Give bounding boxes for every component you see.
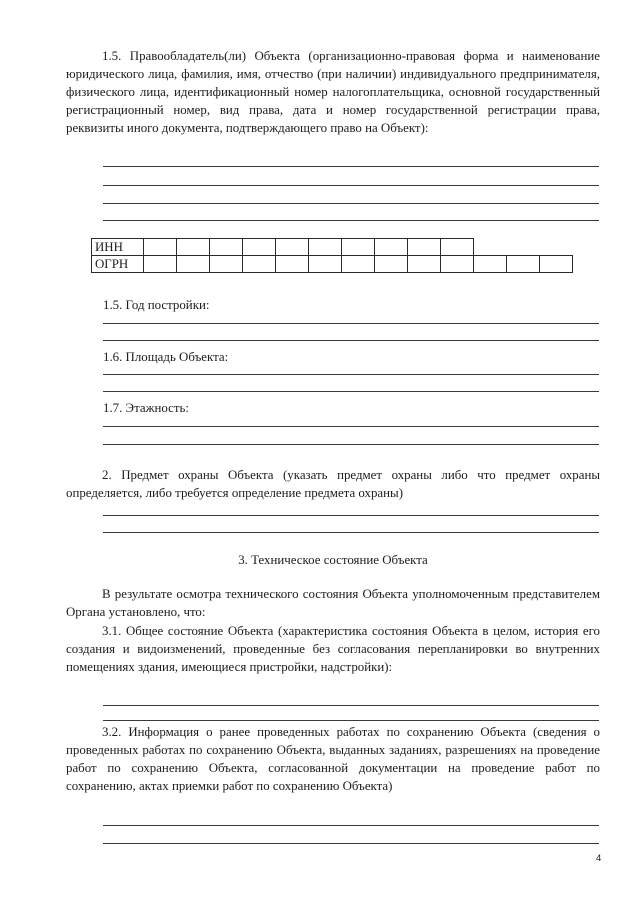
ogrn-digit-cell[interactable] bbox=[474, 256, 507, 273]
item-3-2-body: 3.2. Информация о ранее проведенных работах по сохранению Объекта (сведения о проведенных работах по сохранению Объекта, выданных заданиях, разрешениях на проведение работ по сохранению Объекта, согласованной документации на проведение работ по сохранению, актах приемки работ по сохранению Объекта) bbox=[66, 725, 600, 793]
inn-digit-cell[interactable] bbox=[375, 239, 408, 256]
ogrn-digit-cell[interactable] bbox=[276, 256, 309, 273]
table-gap bbox=[540, 239, 573, 256]
ogrn-digit-cell[interactable] bbox=[177, 256, 210, 273]
inn-digit-cell[interactable] bbox=[243, 239, 276, 256]
item-3-1-text bbox=[66, 622, 600, 676]
section-3-intro bbox=[66, 585, 600, 621]
protection-subject-line-2[interactable] bbox=[103, 532, 599, 533]
owner-answer-line-4[interactable] bbox=[103, 220, 599, 221]
item-3-2-line-2[interactable] bbox=[103, 843, 599, 844]
inn-row bbox=[92, 239, 573, 256]
ogrn-digit-cell[interactable] bbox=[144, 256, 177, 273]
inn-ogrn-table bbox=[91, 238, 573, 273]
inn-digit-cell[interactable] bbox=[276, 239, 309, 256]
ogrn-digit-cell[interactable] bbox=[540, 256, 573, 273]
owner-section-text bbox=[66, 47, 600, 137]
owner-section-number: 1.5. bbox=[102, 49, 122, 63]
ogrn-digit-cell[interactable] bbox=[507, 256, 540, 273]
protection-subject-text bbox=[66, 466, 600, 502]
floors-line-2[interactable] bbox=[103, 444, 599, 445]
item-3-1-line-2[interactable] bbox=[103, 720, 599, 721]
ogrn-digit-cell[interactable] bbox=[375, 256, 408, 273]
area-line-2[interactable] bbox=[103, 391, 599, 392]
ogrn-row bbox=[92, 256, 573, 273]
ogrn-label: ОГРН bbox=[92, 256, 144, 273]
area-label: 1.6. Площадь Объекта: bbox=[103, 350, 229, 364]
item-3-2-text bbox=[66, 723, 600, 795]
build-year-line-1[interactable] bbox=[103, 323, 599, 324]
item-3-2-line-1[interactable] bbox=[103, 825, 599, 826]
table-gap bbox=[507, 239, 540, 256]
inn-digit-cell[interactable] bbox=[441, 239, 474, 256]
ogrn-digit-cell[interactable] bbox=[210, 256, 243, 273]
owner-section-body: Правообладатель(ли) Объекта (организационно-правовая форма и наименование юридического лица, фамилия, имя, отчество (при наличии) индивидуального предпринимателя, физического лица, идентификационный номер налогоплательщика, основной государственный регистрационный номер, вид права, дата и номер государственной регистрации права, реквизиты иного документа, подтверждающего право на Объект): bbox=[66, 49, 600, 135]
owner-answer-line-2[interactable] bbox=[103, 185, 599, 186]
build-year-line-2[interactable] bbox=[103, 340, 599, 341]
item-3-1-line-1[interactable] bbox=[103, 705, 599, 706]
inn-digit-cell[interactable] bbox=[144, 239, 177, 256]
inn-digit-cell[interactable] bbox=[408, 239, 441, 256]
ogrn-digit-cell[interactable] bbox=[309, 256, 342, 273]
area-line-1[interactable] bbox=[103, 374, 599, 375]
inn-digit-cell[interactable] bbox=[210, 239, 243, 256]
ogrn-digit-cell[interactable] bbox=[441, 256, 474, 273]
ogrn-digit-cell[interactable] bbox=[408, 256, 441, 273]
owner-answer-line-3[interactable] bbox=[103, 203, 599, 204]
floors-line-1[interactable] bbox=[103, 426, 599, 427]
section-3-heading: 3. Техническое состояние Объекта bbox=[238, 553, 428, 567]
protection-subject-line-1[interactable] bbox=[103, 515, 599, 516]
ogrn-digit-cell[interactable] bbox=[342, 256, 375, 273]
table-gap bbox=[474, 239, 507, 256]
protection-subject-body: 2. Предмет охраны Объекта (указать предмет охраны либо что предмет охраны определяется, либо требуется определение предмета охраны) bbox=[66, 468, 600, 500]
page-number: 4 bbox=[596, 853, 602, 864]
item-3-1-body: 3.1. Общее состояние Объекта (характеристика состояния Объекта в целом, история его создания и видоизменений, проведенные без согласования перепланировки во внутренних помещениях здания, имеющиеся пристройки, надстройки): bbox=[66, 624, 600, 674]
owner-answer-line-1[interactable] bbox=[103, 166, 599, 167]
inn-digit-cell[interactable] bbox=[309, 239, 342, 256]
section-3-intro-body: В результате осмотра технического состояния Объекта уполномоченным представителем Органа установлено, что: bbox=[66, 587, 600, 619]
build-year-label: 1.5. Год постройки: bbox=[103, 298, 210, 312]
inn-digit-cell[interactable] bbox=[342, 239, 375, 256]
inn-label: ИНН bbox=[92, 239, 144, 256]
ogrn-digit-cell[interactable] bbox=[243, 256, 276, 273]
floors-label: 1.7. Этажность: bbox=[103, 401, 189, 415]
inn-digit-cell[interactable] bbox=[177, 239, 210, 256]
